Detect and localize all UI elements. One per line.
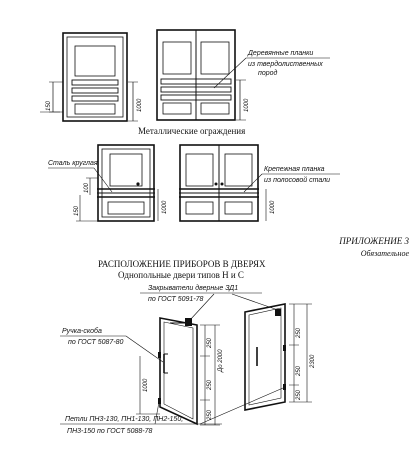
appendix-status: Обязательное	[360, 249, 409, 258]
dim-250-a: 250	[207, 337, 213, 348]
dim-250-e: 250	[296, 365, 302, 376]
door-front-view	[158, 318, 197, 424]
section-subheading: Однопольные двери типов Н и С	[118, 270, 244, 280]
dim-250-b: 250	[207, 379, 213, 390]
caption-metal-guards: Металлические ограждения	[138, 126, 246, 136]
figure-bottom-fittings	[60, 284, 316, 435]
single-door-middle	[97, 145, 155, 221]
double-door-middle	[179, 145, 259, 221]
label-wooden-slats-2: из твердолиственных	[248, 61, 323, 68]
dim-250-c: 250	[207, 409, 213, 420]
dim-100-middle: 100	[84, 182, 90, 193]
label-wooden-slats-1: Деревянные планки	[248, 50, 314, 57]
dim-1000-top-left: 1000	[137, 98, 143, 112]
label-round-steel: Сталь круглая	[48, 160, 98, 167]
label-handle-1: Ручка-скоба	[62, 328, 102, 335]
door-back-view	[245, 304, 286, 410]
label-hinges-2: ПН3-150 по ГОСТ 5088-78	[67, 428, 153, 435]
label-fixing-strip-1: Крепежная планка	[264, 166, 325, 173]
double-door-top	[157, 30, 235, 120]
label-fixing-strip-2: из полосовой стали	[264, 177, 331, 184]
label-handle-2: по ГОСТ 5087-80	[68, 339, 124, 346]
dim-1000-bottom: 1000	[143, 378, 149, 392]
dim-2300: 2300	[310, 354, 316, 368]
single-door-top	[63, 33, 127, 121]
appendix-label: ПРИЛОЖЕНИЕ 3	[339, 236, 409, 246]
label-closer-2: по ГОСТ 5091-78	[148, 296, 204, 303]
label-closer-1: Закрыватели дверные ЗД1	[148, 285, 239, 292]
dim-250-f: 250	[296, 389, 302, 400]
figure-top-wooden-slats	[40, 30, 330, 121]
dim-250-d: 250	[296, 327, 302, 338]
figure-middle-round-steel	[48, 145, 340, 221]
dim-1000-top-right: 1000	[244, 98, 250, 112]
label-hinges-1: Петли ПН3-130, ПН1-130, ПН2-150,	[65, 416, 184, 423]
dim-1000-middle-right: 1000	[270, 200, 276, 214]
dim-upto-2000: До 2000	[218, 349, 224, 372]
section-heading: РАСПОЛОЖЕНИЕ ПРИБОРОВ В ДВЕРЯХ	[98, 259, 266, 269]
label-wooden-slats-3: пород	[258, 70, 278, 77]
dim-150-top: 150	[46, 100, 52, 111]
dim-150-middle: 150	[74, 205, 80, 216]
dim-1000-middle-left: 1000	[162, 200, 168, 214]
